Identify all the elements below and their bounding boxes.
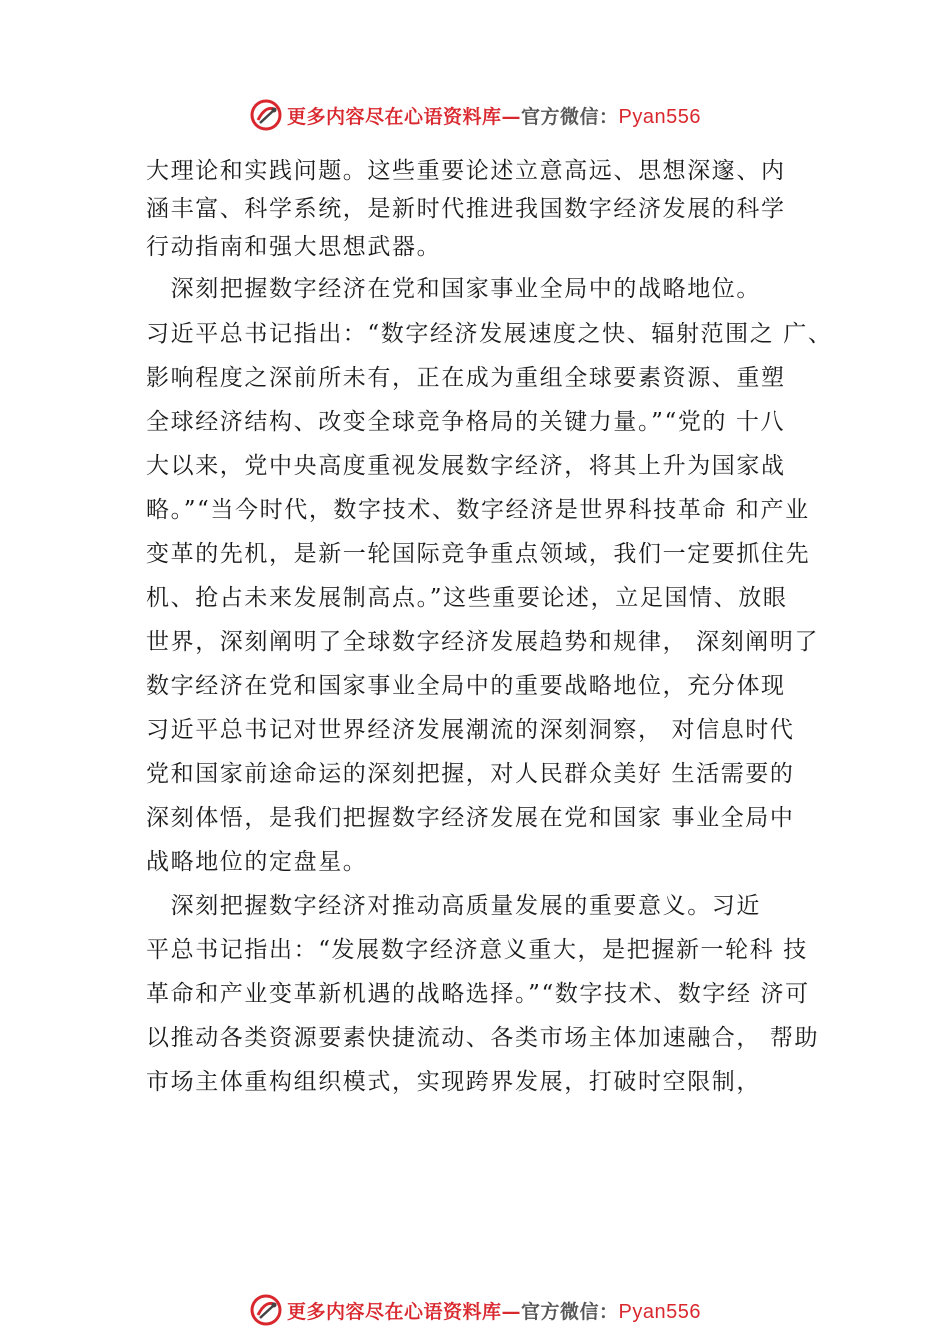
body-line: 影响程度之深前所未有，正在成为重组全球要素资源、重塑	[146, 365, 786, 391]
header-wechat-id: Pyan556	[618, 105, 701, 128]
body-line: 以推动各类资源要素快捷流动、各类市场主体加速融合， 帮助	[146, 1025, 820, 1051]
body-line: 市场主体重构组织模式，实现跨界发展，打破时空限制，	[146, 1069, 761, 1095]
body-line: 略。”“当今时代，数字技术、数字经济是世界科技革命 和产业	[146, 497, 810, 523]
document-body	[146, 152, 846, 1104]
header-wechat-label: 官方微信：	[521, 105, 619, 128]
body-line: 世界，深刻阐明了全球数字经济发展趋势和规律， 深刻阐明了	[146, 629, 820, 655]
header-separator: —	[501, 105, 522, 128]
body-line: 机、抢占未来发展制高点。”这些重要论述，立足国情、放眼	[146, 585, 788, 611]
header-brand: 更多内容尽在心语资料库	[287, 105, 502, 128]
footer-wechat-label: 官方微信：	[521, 1300, 619, 1323]
header-banner	[0, 95, 950, 135]
body-line: 大理论和实践问题。这些重要论述立意高远、思想深邃、内	[146, 158, 786, 184]
body-line: 习近平总书记指出：“数字经济发展速度之快、辐射范围之 广、	[146, 321, 833, 347]
footer-wechat-id: Pyan556	[618, 1300, 701, 1323]
body-line: 数字经济在党和国家事业全局中的重要战略地位，充分体现	[146, 673, 786, 699]
body-line: 行动指南和强大思想武器。	[146, 234, 442, 260]
footer-brand: 更多内容尽在心语资料库	[287, 1300, 502, 1323]
brand-logo-icon	[249, 1293, 283, 1327]
body-line: 涵丰富、科学系统，是新时代推进我国数字经济发展的科学	[146, 196, 786, 222]
body-line: 战略地位的定盘星。	[146, 849, 368, 875]
footer-banner	[0, 1290, 950, 1330]
body-line: 全球经济结构、改变全球竞争格局的关键力量。”“党的 十八	[146, 409, 786, 435]
body-line: 革命和产业变革新机遇的战略选择。”“数字技术、数字经 济可	[146, 981, 810, 1007]
body-line: 变革的先机，是新一轮国际竞争重点领域，我们一定要抓住先	[146, 541, 811, 567]
body-line: 习近平总书记对世界经济发展潮流的深刻洞察， 对信息时代	[146, 717, 795, 743]
body-line: 深刻把握数字经济在党和国家事业全局中的战略地位。	[146, 276, 761, 302]
body-line: 深刻把握数字经济对推动高质量发展的重要意义。习近	[146, 893, 761, 919]
body-line: 深刻体悟，是我们把握数字经济发展在党和国家 事业全局中	[146, 805, 795, 831]
body-line: 党和国家前途命运的深刻把握，对人民群众美好 生活需要的	[146, 761, 795, 787]
brand-logo-icon	[249, 98, 283, 132]
body-line: 大以来，党中央高度重视发展数字经济，将其上升为国家战	[146, 453, 786, 479]
footer-separator: —	[501, 1300, 522, 1323]
body-line: 平总书记指出：“发展数字经济意义重大，是把握新一轮科 技	[146, 937, 808, 963]
